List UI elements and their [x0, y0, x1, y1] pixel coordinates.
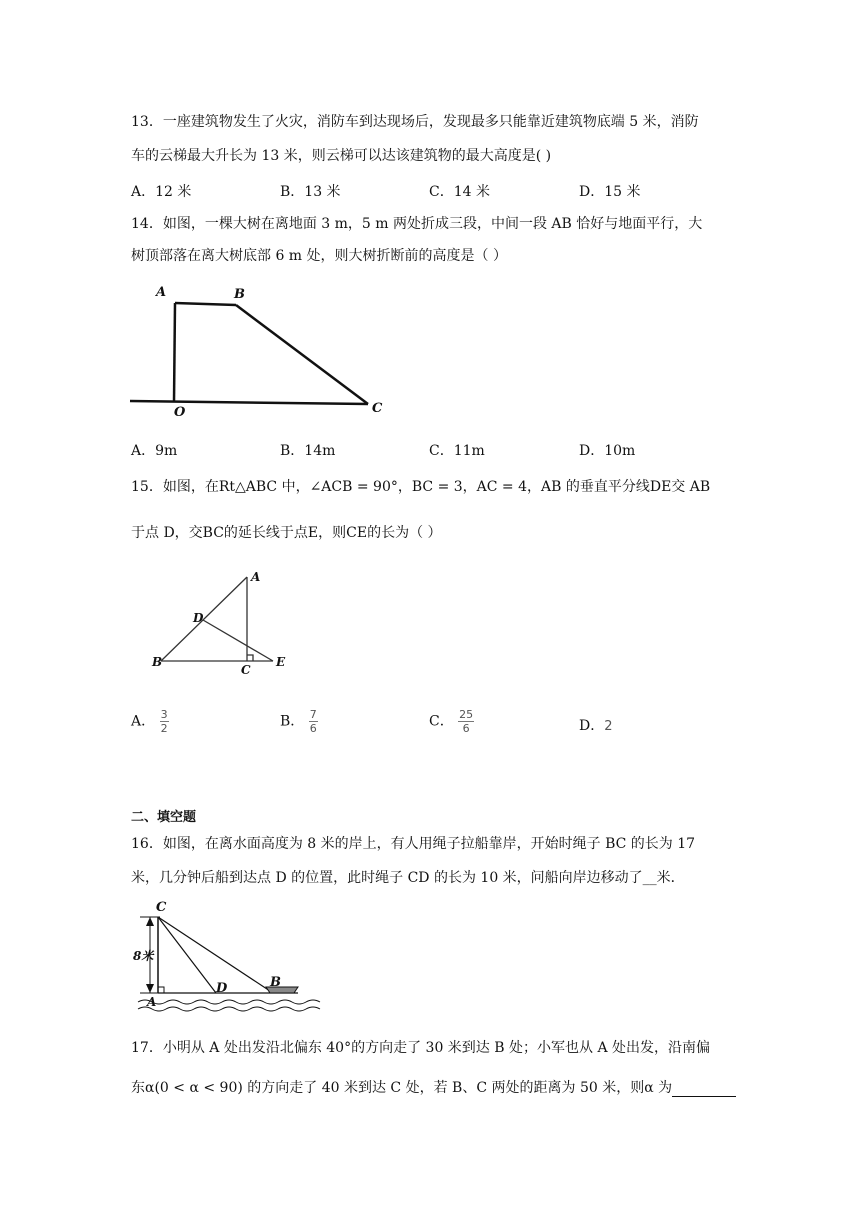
- q15-figure: [148, 568, 298, 683]
- q14-label-c: C: [372, 401, 383, 416]
- q14-option-d: D．10m: [579, 443, 636, 459]
- q16-label-d: D: [216, 981, 228, 996]
- q15-option-b-numerator: 7: [309, 708, 317, 721]
- q15-label-d: D: [193, 611, 204, 625]
- q15-option-a-fraction: [160, 708, 169, 735]
- q15-label-a: A: [251, 570, 261, 584]
- q15-option-c-fraction: [458, 708, 474, 735]
- q14-option-c: C．11m: [429, 443, 485, 459]
- q15-option-c-letter: C．: [429, 713, 454, 730]
- q13-option-a: A．12 米: [131, 184, 192, 200]
- q17-line2: [131, 1079, 736, 1097]
- q15-option-d-letter: D．: [579, 718, 605, 734]
- q15-option-a-letter: A．: [131, 713, 156, 730]
- q14-line1: 14．如图，一棵大树在离地面 3 m，5 m 两处折成三段，中间一段 AB 恰好与地面平行，大: [131, 216, 703, 232]
- q16-line1: 16．如图，在离水面高度为 8 米的岸上，有人用绳子拉船靠岸，开始时绳子 BC 的长为 17: [131, 836, 696, 852]
- q15-line1: 15．如图，在Rt△ABC 中，∠ACB = 90°，BC = 3，AC = 4，AB 的垂直平分线DE交 AB: [131, 479, 711, 495]
- q17-answer-blank: [672, 1082, 736, 1097]
- q16-label-8m: 8米: [133, 949, 154, 963]
- q16-label-c: C: [156, 900, 167, 915]
- q14-label-b: B: [234, 287, 245, 302]
- q13-line2: 车的云梯最大升长为 13 米，则云梯可以达该建筑物的最大高度是( ): [131, 148, 552, 164]
- q15-option-c-numerator: 25: [459, 708, 474, 721]
- q15-label-c: C: [241, 663, 251, 677]
- q15-option-a-denominator: 2: [160, 722, 168, 735]
- q15-option-d-value: 2: [604, 719, 613, 734]
- q14-label-o: O: [174, 405, 186, 420]
- q13-option-b: B．13 米: [280, 184, 341, 200]
- q13-line1: 13．一座建筑物发生了火灾，消防车到达现场后，发现最多只能靠近建筑物底端 5 米，消防: [131, 114, 699, 130]
- q15-option-a: [131, 708, 169, 735]
- q15-label-b: B: [152, 655, 163, 669]
- q17-line1: 17．小明从 A 处出发沿北偏东 40°的方向走了 30 米到达 B 处；小军也从 A 处出发，沿南偏: [131, 1040, 711, 1056]
- q16-label-b: B: [270, 975, 281, 990]
- q14-figure: [130, 280, 400, 420]
- q15-option-b-denominator: 6: [309, 722, 317, 735]
- q17-line2-text: 东α(0 < α < 90) 的方向走了 40 米到达 C 处，若 B、C 两处的距离为 50 米，则α 为: [131, 1080, 673, 1096]
- q15-option-c: [429, 708, 474, 735]
- q14-option-b: B．14m: [280, 443, 336, 459]
- q13-option-d: D．15 米: [579, 184, 641, 200]
- q14-line2: 树顶部落在离大树底部 6 m 处，则大树折断前的高度是（ ）: [131, 248, 507, 264]
- q15-option-b-letter: B．: [280, 713, 305, 730]
- q15-label-e: E: [276, 655, 286, 669]
- section-title-fill-in: 二、填空题: [131, 810, 197, 825]
- q13-option-c: C．14 米: [429, 184, 490, 200]
- q14-label-a: A: [156, 285, 167, 300]
- q16-line2: 米，几分钟后船到达点 D 的位置，此时绳子 CD 的长为 10 米，问船向岸边移动了__米．: [131, 870, 685, 886]
- q14-option-a: A．9m: [131, 443, 178, 459]
- q15-line2: 于点 D，交BC的延长线于点E，则CE的长为（ ）: [131, 525, 442, 541]
- q16-label-a: A: [147, 995, 157, 1009]
- q15-option-d: [579, 715, 613, 735]
- q15-option-c-denominator: 6: [462, 722, 470, 735]
- q15-option-a-numerator: 3: [160, 708, 168, 721]
- q15-option-b: [280, 708, 318, 735]
- q15-option-b-fraction: [309, 708, 318, 735]
- q16-figure: [128, 898, 328, 1018]
